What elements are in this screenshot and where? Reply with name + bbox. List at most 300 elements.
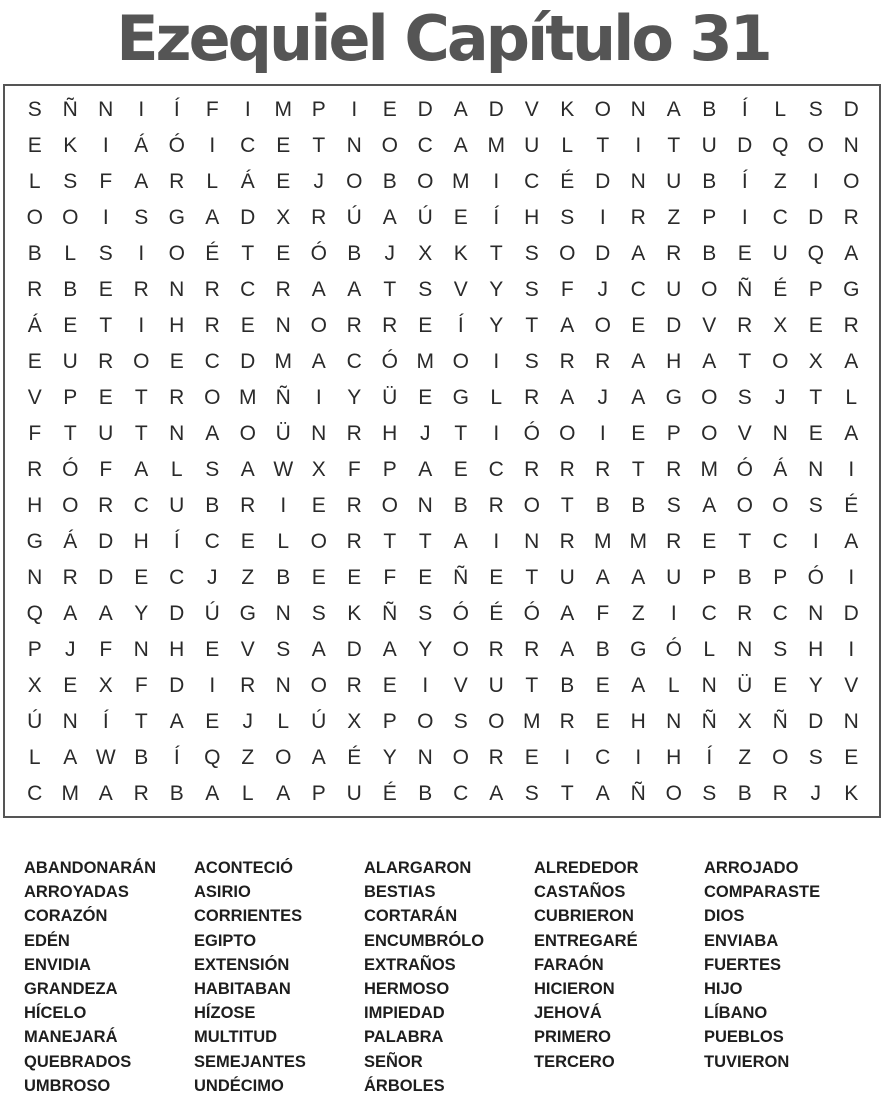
grid-letter[interactable]: R (346, 494, 362, 517)
grid-letter[interactable]: S (737, 386, 752, 409)
grid-letter[interactable]: Q (204, 746, 221, 769)
grid-letter[interactable]: T (383, 530, 397, 553)
grid-letter[interactable]: T (312, 134, 326, 157)
grid-letter[interactable]: U (666, 566, 682, 589)
grid-letter[interactable]: S (205, 458, 220, 481)
grid-letter[interactable]: Ñ (382, 602, 398, 625)
grid-letter[interactable]: B (595, 638, 610, 661)
grid-letter[interactable]: R (595, 458, 611, 481)
grid-letter[interactable]: R (275, 278, 291, 301)
grid-letter[interactable]: E (844, 746, 859, 769)
grid-letter[interactable]: Y (418, 638, 433, 661)
grid-letter[interactable]: G (239, 602, 256, 625)
grid-letter[interactable]: E (418, 386, 433, 409)
grid-letter[interactable]: N (737, 638, 753, 661)
grid-letter[interactable]: I (138, 98, 145, 121)
grid-letter[interactable]: S (311, 602, 326, 625)
grid-letter[interactable]: Ó (168, 134, 185, 157)
grid-letter[interactable]: A (631, 242, 646, 265)
grid-letter[interactable]: C (204, 530, 220, 553)
grid-letter[interactable]: L (170, 458, 183, 481)
grid-letter[interactable]: N (417, 494, 433, 517)
grid-letter[interactable]: B (595, 494, 610, 517)
grid-letter[interactable]: D (98, 566, 114, 589)
grid-letter[interactable]: E (808, 314, 823, 337)
grid-letter[interactable]: I (209, 674, 216, 697)
grid-letter[interactable]: O (772, 746, 789, 769)
grid-letter[interactable]: M (523, 710, 541, 733)
grid-letter[interactable]: A (844, 530, 859, 553)
grid-letter[interactable]: B (737, 566, 752, 589)
grid-letter[interactable]: L (206, 170, 219, 193)
grid-letter[interactable]: U (559, 566, 575, 589)
grid-letter[interactable]: J (313, 170, 324, 193)
grid-letter[interactable]: U (62, 350, 78, 373)
grid-letter[interactable]: A (418, 458, 433, 481)
grid-letter[interactable]: L (561, 134, 574, 157)
grid-letter[interactable]: C (772, 530, 788, 553)
grid-letter[interactable]: O (559, 422, 576, 445)
grid-letter[interactable]: Q (772, 134, 789, 157)
grid-letter[interactable]: É (489, 602, 504, 625)
grid-letter[interactable]: M (61, 782, 79, 805)
grid-letter[interactable]: H (27, 494, 43, 517)
grid-letter[interactable]: A (844, 350, 859, 373)
grid-letter[interactable]: P (702, 566, 717, 589)
grid-letter[interactable]: Ú (417, 206, 433, 229)
grid-letter[interactable]: A (347, 278, 362, 301)
grid-letter[interactable]: N (133, 638, 149, 661)
grid-letter[interactable]: L (845, 386, 858, 409)
grid-letter[interactable]: O (239, 422, 256, 445)
grid-letter[interactable]: Y (347, 386, 362, 409)
grid-letter[interactable]: U (98, 422, 114, 445)
grid-letter[interactable]: X (737, 710, 752, 733)
grid-letter[interactable]: C (204, 350, 220, 373)
grid-letter[interactable]: R (169, 170, 185, 193)
grid-letter[interactable]: O (417, 710, 434, 733)
grid-letter[interactable]: D (240, 206, 256, 229)
grid-letter[interactable]: E (453, 458, 468, 481)
grid-letter[interactable]: Ñ (630, 782, 646, 805)
grid-letter[interactable]: Á (773, 458, 788, 481)
grid-letter[interactable]: E (418, 314, 433, 337)
grid-letter[interactable]: O (488, 710, 505, 733)
grid-letter[interactable]: O (310, 674, 327, 697)
grid-letter[interactable]: H (630, 710, 646, 733)
grid-letter[interactable]: Í (741, 170, 748, 193)
grid-letter[interactable]: B (560, 674, 575, 697)
grid-letter[interactable]: T (134, 386, 148, 409)
grid-letter[interactable]: T (241, 242, 255, 265)
grid-letter[interactable]: E (240, 314, 255, 337)
grid-letter[interactable]: H (524, 206, 540, 229)
grid-letter[interactable]: T (525, 566, 539, 589)
grid-letter[interactable]: M (416, 350, 434, 373)
grid-letter[interactable]: O (701, 278, 718, 301)
grid-letter[interactable]: E (382, 98, 397, 121)
grid-letter[interactable]: R (843, 314, 859, 337)
grid-letter[interactable]: Ñ (737, 278, 753, 301)
grid-letter[interactable]: O (133, 350, 150, 373)
grid-letter[interactable]: H (169, 638, 185, 661)
grid-letter[interactable]: D (843, 602, 859, 625)
grid-letter[interactable]: O (310, 530, 327, 553)
grid-letter[interactable]: O (772, 350, 789, 373)
grid-letter[interactable]: A (205, 422, 220, 445)
grid-letter[interactable]: K (63, 134, 78, 157)
grid-letter[interactable]: R (666, 458, 682, 481)
grid-letter[interactable]: C (524, 170, 540, 193)
grid-letter[interactable]: D (595, 170, 611, 193)
grid-letter[interactable]: D (595, 242, 611, 265)
grid-letter[interactable]: A (560, 314, 575, 337)
grid-letter[interactable]: T (489, 242, 503, 265)
grid-letter[interactable]: H (666, 746, 682, 769)
grid-letter[interactable]: I (138, 314, 145, 337)
grid-letter[interactable]: R (559, 530, 575, 553)
grid-letter[interactable]: A (702, 494, 717, 517)
grid-letter[interactable]: D (488, 98, 504, 121)
grid-letter[interactable]: Ú (346, 206, 362, 229)
grid-letter[interactable]: U (488, 674, 504, 697)
grid-letter[interactable]: A (595, 782, 610, 805)
grid-letter[interactable]: O (417, 170, 434, 193)
grid-letter[interactable]: V (453, 674, 468, 697)
grid-letter[interactable]: N (27, 566, 43, 589)
grid-letter[interactable]: I (564, 746, 571, 769)
grid-letter[interactable]: I (812, 530, 819, 553)
grid-letter[interactable]: A (98, 782, 113, 805)
grid-letter[interactable]: F (347, 458, 361, 481)
grid-letter[interactable]: A (382, 638, 397, 661)
grid-letter[interactable]: R (666, 242, 682, 265)
grid-letter[interactable]: O (381, 134, 398, 157)
grid-letter[interactable]: U (666, 278, 682, 301)
grid-letter[interactable]: E (63, 314, 78, 337)
grid-letter[interactable]: P (382, 710, 397, 733)
grid-letter[interactable]: Z (738, 746, 752, 769)
grid-letter[interactable]: R (98, 350, 114, 373)
grid-letter[interactable]: R (488, 494, 504, 517)
grid-letter[interactable]: F (205, 98, 219, 121)
grid-letter[interactable]: A (276, 782, 291, 805)
grid-letter[interactable]: F (99, 170, 113, 193)
grid-letter[interactable]: T (809, 386, 823, 409)
grid-letter[interactable]: A (240, 458, 255, 481)
grid-letter[interactable]: B (63, 278, 78, 301)
grid-letter[interactable]: R (133, 278, 149, 301)
grid-letter[interactable]: Ó (665, 638, 682, 661)
grid-letter[interactable]: O (275, 746, 292, 769)
grid-letter[interactable]: D (666, 314, 682, 337)
grid-letter[interactable]: Í (173, 530, 180, 553)
grid-letter[interactable]: P (27, 638, 42, 661)
grid-letter[interactable]: Ó (310, 242, 327, 265)
grid-letter[interactable]: T (667, 134, 681, 157)
grid-letter[interactable]: R (559, 350, 575, 373)
grid-letter[interactable]: X (276, 206, 291, 229)
grid-letter[interactable]: A (489, 782, 504, 805)
grid-letter[interactable]: I (280, 494, 287, 517)
grid-letter[interactable]: I (635, 746, 642, 769)
grid-letter[interactable]: D (98, 530, 114, 553)
grid-letter[interactable]: I (315, 386, 322, 409)
grid-letter[interactable]: U (666, 170, 682, 193)
grid-letter[interactable]: P (666, 422, 681, 445)
grid-letter[interactable]: E (276, 170, 291, 193)
grid-letter[interactable]: E (276, 242, 291, 265)
grid-letter[interactable]: N (62, 710, 78, 733)
grid-letter[interactable]: M (274, 350, 292, 373)
grid-letter[interactable]: P (382, 458, 397, 481)
grid-letter[interactable]: S (524, 350, 539, 373)
grid-letter[interactable]: E (276, 134, 291, 157)
grid-letter[interactable]: L (64, 242, 77, 265)
grid-letter[interactable]: B (631, 494, 646, 517)
grid-letter[interactable]: E (631, 314, 646, 337)
grid-letter[interactable]: E (453, 206, 468, 229)
grid-letter[interactable]: I (493, 530, 500, 553)
grid-letter[interactable]: A (63, 746, 78, 769)
grid-letter[interactable]: D (240, 350, 256, 373)
grid-letter[interactable]: N (169, 422, 185, 445)
grid-letter[interactable]: A (453, 134, 468, 157)
grid-letter[interactable]: A (631, 386, 646, 409)
grid-letter[interactable]: S (453, 710, 468, 733)
grid-letter[interactable]: F (383, 566, 397, 589)
grid-letter[interactable]: T (134, 422, 148, 445)
grid-letter[interactable]: N (701, 674, 717, 697)
grid-letter[interactable]: O (559, 242, 576, 265)
grid-letter[interactable]: R (524, 638, 540, 661)
grid-letter[interactable]: O (310, 314, 327, 337)
grid-letter[interactable]: T (560, 782, 574, 805)
grid-letter[interactable]: L (667, 674, 680, 697)
grid-letter[interactable]: E (524, 746, 539, 769)
grid-letter[interactable]: L (277, 710, 290, 733)
grid-letter[interactable]: Ó (523, 422, 540, 445)
grid-letter[interactable]: O (701, 386, 718, 409)
grid-letter[interactable]: X (98, 674, 113, 697)
grid-letter[interactable]: E (347, 566, 362, 589)
grid-letter[interactable]: E (63, 674, 78, 697)
grid-letter[interactable]: K (453, 242, 468, 265)
grid-letter[interactable]: I (102, 134, 109, 157)
grid-letter[interactable]: R (524, 458, 540, 481)
grid-letter[interactable]: C (772, 602, 788, 625)
grid-letter[interactable]: Í (102, 710, 109, 733)
grid-letter[interactable]: N (843, 710, 859, 733)
grid-letter[interactable]: G (843, 278, 860, 301)
grid-letter[interactable]: H (666, 350, 682, 373)
grid-letter[interactable]: A (453, 530, 468, 553)
grid-letter[interactable]: R (346, 422, 362, 445)
grid-letter[interactable]: E (311, 566, 326, 589)
grid-letter[interactable]: V (453, 278, 468, 301)
grid-letter[interactable]: S (134, 206, 149, 229)
grid-letter[interactable]: A (134, 170, 149, 193)
grid-letter[interactable]: Ü (737, 674, 753, 697)
grid-letter[interactable]: Ó (62, 458, 79, 481)
grid-letter[interactable]: R (630, 206, 646, 229)
grid-letter[interactable]: Ñ (701, 710, 717, 733)
grid-letter[interactable]: É (347, 746, 362, 769)
grid-letter[interactable]: X (418, 242, 433, 265)
grid-letter[interactable]: U (346, 782, 362, 805)
grid-letter[interactable]: I (102, 206, 109, 229)
grid-letter[interactable]: A (560, 602, 575, 625)
grid-letter[interactable]: A (205, 206, 220, 229)
grid-letter[interactable]: T (134, 710, 148, 733)
grid-letter[interactable]: J (207, 566, 218, 589)
grid-letter[interactable]: R (382, 314, 398, 337)
grid-letter[interactable]: I (351, 98, 358, 121)
grid-letter[interactable]: I (670, 602, 677, 625)
grid-letter[interactable]: F (28, 422, 42, 445)
grid-letter[interactable]: O (26, 206, 43, 229)
grid-letter[interactable]: E (27, 350, 42, 373)
grid-letter[interactable]: W (95, 746, 116, 769)
grid-letter[interactable]: I (209, 134, 216, 157)
grid-letter[interactable]: N (808, 458, 824, 481)
grid-letter[interactable]: E (205, 638, 220, 661)
grid-letter[interactable]: Y (808, 674, 823, 697)
grid-letter[interactable]: V (524, 98, 539, 121)
grid-letter[interactable]: A (98, 602, 113, 625)
grid-letter[interactable]: I (848, 566, 855, 589)
grid-letter[interactable]: S (666, 494, 681, 517)
grid-letter[interactable]: F (134, 674, 148, 697)
grid-letter[interactable]: Y (489, 314, 504, 337)
grid-letter[interactable]: R (346, 314, 362, 337)
grid-letter[interactable]: P (773, 566, 788, 589)
grid-letter[interactable]: J (242, 710, 253, 733)
grid-letter[interactable]: R (204, 278, 220, 301)
grid-letter[interactable]: R (169, 386, 185, 409)
grid-letter[interactable]: O (452, 638, 469, 661)
grid-letter[interactable]: X (347, 710, 362, 733)
grid-letter[interactable]: F (596, 602, 610, 625)
grid-letter[interactable]: D (737, 134, 753, 157)
grid-letter[interactable]: M (594, 530, 612, 553)
grid-letter[interactable]: Ó (736, 458, 753, 481)
grid-letter[interactable]: N (98, 98, 114, 121)
grid-letter[interactable]: C (417, 134, 433, 157)
grid-letter[interactable]: E (382, 674, 397, 697)
grid-letter[interactable]: S (27, 98, 42, 121)
grid-letter[interactable]: R (346, 674, 362, 697)
grid-letter[interactable]: O (452, 746, 469, 769)
grid-letter[interactable]: A (631, 350, 646, 373)
grid-letter[interactable]: K (347, 602, 362, 625)
grid-letter[interactable]: S (808, 494, 823, 517)
grid-letter[interactable]: I (599, 422, 606, 445)
grid-letter[interactable]: H (133, 530, 149, 553)
grid-letter[interactable]: N (843, 134, 859, 157)
grid-letter[interactable]: A (134, 458, 149, 481)
grid-letter[interactable]: O (452, 350, 469, 373)
grid-letter[interactable]: R (133, 782, 149, 805)
grid-letter[interactable]: Q (26, 602, 43, 625)
grid-letter[interactable]: Ñ (772, 710, 788, 733)
grid-letter[interactable]: X (27, 674, 42, 697)
grid-letter[interactable]: L (28, 746, 41, 769)
grid-letter[interactable]: B (276, 566, 291, 589)
grid-letter[interactable]: E (631, 422, 646, 445)
grid-letter[interactable]: T (454, 422, 468, 445)
grid-letter[interactable]: G (665, 386, 682, 409)
grid-letter[interactable]: S (98, 242, 113, 265)
grid-letter[interactable]: A (311, 350, 326, 373)
grid-letter[interactable]: P (702, 206, 717, 229)
grid-letter[interactable]: E (489, 566, 504, 589)
grid-letter[interactable]: Ó (381, 350, 398, 373)
grid-letter[interactable]: Ú (204, 602, 220, 625)
grid-letter[interactable]: É (205, 242, 220, 265)
grid-letter[interactable]: M (239, 386, 257, 409)
grid-letter[interactable]: R (772, 782, 788, 805)
grid-letter[interactable]: Í (173, 98, 180, 121)
grid-letter[interactable]: V (844, 674, 859, 697)
grid-letter[interactable]: I (848, 638, 855, 661)
grid-letter[interactable]: P (63, 386, 78, 409)
grid-letter[interactable]: I (422, 674, 429, 697)
grid-letter[interactable]: Q (807, 242, 824, 265)
grid-letter[interactable]: O (594, 314, 611, 337)
grid-letter[interactable]: J (384, 242, 395, 265)
grid-letter[interactable]: E (773, 674, 788, 697)
grid-letter[interactable]: N (169, 278, 185, 301)
grid-letter[interactable]: E (311, 494, 326, 517)
grid-letter[interactable]: B (702, 98, 717, 121)
grid-letter[interactable]: I (493, 422, 500, 445)
grid-letter[interactable]: N (311, 422, 327, 445)
grid-letter[interactable]: T (631, 458, 645, 481)
grid-letter[interactable]: C (133, 494, 149, 517)
grid-letter[interactable]: T (738, 350, 752, 373)
grid-letter[interactable]: O (346, 170, 363, 193)
grid-letter[interactable]: V (27, 386, 42, 409)
grid-letter[interactable]: D (346, 638, 362, 661)
grid-letter[interactable]: A (631, 566, 646, 589)
grid-letter[interactable]: S (524, 782, 539, 805)
grid-letter[interactable]: W (273, 458, 294, 481)
grid-letter[interactable]: O (665, 782, 682, 805)
grid-letter[interactable]: R (488, 746, 504, 769)
grid-letter[interactable]: T (738, 530, 752, 553)
grid-letter[interactable]: G (452, 386, 469, 409)
grid-letter[interactable]: U (524, 134, 540, 157)
grid-letter[interactable]: O (843, 170, 860, 193)
grid-letter[interactable]: X (773, 314, 788, 337)
grid-letter[interactable]: J (597, 386, 608, 409)
grid-letter[interactable]: S (808, 746, 823, 769)
grid-letter[interactable]: O (62, 206, 79, 229)
grid-letter[interactable]: E (808, 422, 823, 445)
grid-letter[interactable]: P (311, 98, 326, 121)
grid-letter[interactable]: H (808, 638, 824, 661)
grid-letter[interactable]: Z (773, 170, 787, 193)
grid-letter[interactable]: V (737, 422, 752, 445)
grid-letter[interactable]: N (275, 602, 291, 625)
grid-letter[interactable]: U (701, 134, 717, 157)
grid-letter[interactable]: F (99, 638, 113, 661)
grid-letter[interactable]: C (630, 278, 646, 301)
grid-letter[interactable]: Ó (452, 602, 469, 625)
grid-letter[interactable]: N (630, 170, 646, 193)
grid-letter[interactable]: C (27, 782, 43, 805)
